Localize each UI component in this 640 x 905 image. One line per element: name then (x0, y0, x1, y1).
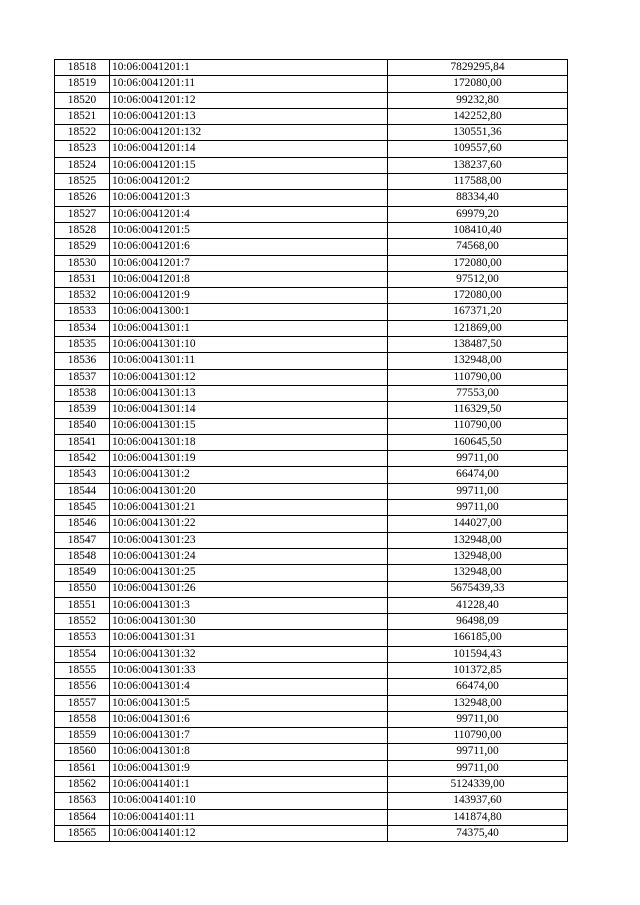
table-row (55, 190, 568, 206)
cadastral-number-cell: 10:06:0041301:4 (110, 679, 388, 695)
cadastral-value-cell: 117588,00 (388, 174, 568, 190)
cadastral-value-cell: 130551,36 (388, 125, 568, 141)
cadastral-number-cell: 10:06:0041201:6 (110, 239, 388, 255)
cadastral-value-cell: 108410,40 (388, 222, 568, 238)
cadastral-value-cell: 97512,00 (388, 271, 568, 287)
cadastral-value-cell: 116329,50 (388, 402, 568, 418)
cadastral-value-cell: 74568,00 (388, 239, 568, 255)
cadastral-value-cell: 121869,00 (388, 320, 568, 336)
row-number-cell: 18549 (55, 565, 110, 581)
cadastral-number-cell: 10:06:0041201:4 (110, 206, 388, 222)
cadastral-number-cell: 10:06:0041301:8 (110, 744, 388, 760)
row-number-cell: 18540 (55, 418, 110, 434)
row-number-cell: 18518 (55, 60, 110, 76)
row-number-cell: 18544 (55, 483, 110, 499)
cadastral-value-cell: 132948,00 (388, 548, 568, 564)
row-number-cell: 18534 (55, 320, 110, 336)
cadastral-number-cell: 10:06:0041301:15 (110, 418, 388, 434)
table-row (55, 288, 568, 304)
cadastral-number-cell: 10:06:0041201:14 (110, 141, 388, 157)
row-number-cell: 18526 (55, 190, 110, 206)
row-number-cell: 18523 (55, 141, 110, 157)
row-number-cell: 18525 (55, 174, 110, 190)
row-number-cell: 18519 (55, 76, 110, 92)
cadastral-value-cell: 99232,80 (388, 92, 568, 108)
row-number-cell: 18557 (55, 695, 110, 711)
cadastral-value-cell: 101372,85 (388, 662, 568, 678)
table-row (55, 239, 568, 255)
cadastral-number-cell: 10:06:0041301:7 (110, 728, 388, 744)
cadastral-number-cell: 10:06:0041301:30 (110, 614, 388, 630)
cadastral-value-cell: 141874,80 (388, 809, 568, 825)
cadastral-value-cell: 110790,00 (388, 369, 568, 385)
cadastral-number-cell: 10:06:0041301:5 (110, 695, 388, 711)
cadastral-value-cell: 5675439,33 (388, 581, 568, 597)
row-number-cell: 18562 (55, 777, 110, 793)
table-row (55, 744, 568, 760)
table-row (55, 516, 568, 532)
cadastral-value-cell: 74375,40 (388, 825, 568, 841)
cadastral-number-cell: 10:06:0041301:23 (110, 532, 388, 548)
table-row (55, 662, 568, 678)
row-number-cell: 18537 (55, 369, 110, 385)
cadastral-number-cell: 10:06:0041301:9 (110, 760, 388, 776)
cadastral-number-cell: 10:06:0041301:19 (110, 451, 388, 467)
table-row (55, 565, 568, 581)
cadastral-value-cell: 66474,00 (388, 467, 568, 483)
cadastral-number-cell: 10:06:0041301:10 (110, 337, 388, 353)
cadastral-number-cell: 10:06:0041301:25 (110, 565, 388, 581)
table-row (55, 418, 568, 434)
cadastral-number-cell: 10:06:0041201:132 (110, 125, 388, 141)
table-row (55, 434, 568, 450)
row-number-cell: 18563 (55, 793, 110, 809)
row-number-cell: 18530 (55, 255, 110, 271)
row-number-cell: 18546 (55, 516, 110, 532)
cadastral-value-cell: 5124339,00 (388, 777, 568, 793)
cadastral-value-cell: 110790,00 (388, 728, 568, 744)
row-number-cell: 18527 (55, 206, 110, 222)
cadastral-value-cell: 99711,00 (388, 483, 568, 499)
row-number-cell: 18541 (55, 434, 110, 450)
cadastral-number-cell: 10:06:0041301:1 (110, 320, 388, 336)
cadastral-number-cell: 10:06:0041301:2 (110, 467, 388, 483)
row-number-cell: 18547 (55, 532, 110, 548)
cadastral-value-cell: 132948,00 (388, 565, 568, 581)
cadastral-number-cell: 10:06:0041201:11 (110, 76, 388, 92)
cadastral-value-cell: 172080,00 (388, 76, 568, 92)
table-row (55, 548, 568, 564)
cadastral-number-cell: 10:06:0041301:31 (110, 630, 388, 646)
cadastral-value-cell: 132948,00 (388, 695, 568, 711)
cadastral-number-cell: 10:06:0041301:22 (110, 516, 388, 532)
cadastral-value-cell: 66474,00 (388, 679, 568, 695)
cadastral-number-cell: 10:06:0041301:13 (110, 385, 388, 401)
cadastral-value-cell: 132948,00 (388, 532, 568, 548)
cadastral-value-cell: 109557,60 (388, 141, 568, 157)
cadastral-number-cell: 10:06:0041301:3 (110, 597, 388, 613)
row-number-cell: 18539 (55, 402, 110, 418)
row-number-cell: 18559 (55, 728, 110, 744)
cadastral-value-cell: 144027,00 (388, 516, 568, 532)
row-number-cell: 18552 (55, 614, 110, 630)
table-row (55, 777, 568, 793)
cadastral-number-cell: 10:06:0041201:5 (110, 222, 388, 238)
row-number-cell: 18545 (55, 500, 110, 516)
cadastral-value-cell: 172080,00 (388, 255, 568, 271)
cadastral-value-cell: 99711,00 (388, 451, 568, 467)
cadastral-value-cell: 160645,50 (388, 434, 568, 450)
row-number-cell: 18565 (55, 825, 110, 841)
cadastral-number-cell: 10:06:0041201:2 (110, 174, 388, 190)
row-number-cell: 18520 (55, 92, 110, 108)
cadastral-number-cell: 10:06:0041301:32 (110, 646, 388, 662)
row-number-cell: 18521 (55, 108, 110, 124)
table-row (55, 809, 568, 825)
cadastral-value-cell: 99711,00 (388, 500, 568, 516)
cadastral-number-cell: 10:06:0041201:13 (110, 108, 388, 124)
cadastral-number-cell: 10:06:0041201:7 (110, 255, 388, 271)
cadastral-value-cell: 110790,00 (388, 418, 568, 434)
table-row (55, 630, 568, 646)
cadastral-number-cell: 10:06:0041301:18 (110, 434, 388, 450)
table-row (55, 206, 568, 222)
cadastral-value-cell: 172080,00 (388, 288, 568, 304)
cadastral-number-cell: 10:06:0041301:21 (110, 500, 388, 516)
table-row (55, 60, 568, 76)
cadastral-number-cell: 10:06:0041201:8 (110, 271, 388, 287)
row-number-cell: 18531 (55, 271, 110, 287)
cadastral-number-cell: 10:06:0041401:10 (110, 793, 388, 809)
table-row (55, 304, 568, 320)
table-row (55, 597, 568, 613)
table-row (55, 271, 568, 287)
table-row (55, 92, 568, 108)
row-number-cell: 18556 (55, 679, 110, 695)
cadastral-value-cell: 142252,80 (388, 108, 568, 124)
table-row (55, 141, 568, 157)
cadastral-number-cell: 10:06:0041201:9 (110, 288, 388, 304)
row-number-cell: 18532 (55, 288, 110, 304)
table-row (55, 483, 568, 499)
cadastral-number-cell: 10:06:0041301:12 (110, 369, 388, 385)
row-number-cell: 18524 (55, 157, 110, 173)
cadastral-value-cell: 88334,40 (388, 190, 568, 206)
cadastral-number-cell: 10:06:0041301:26 (110, 581, 388, 597)
row-number-cell: 18536 (55, 353, 110, 369)
cadastral-number-cell: 10:06:0041300:1 (110, 304, 388, 320)
table-row (55, 581, 568, 597)
cadastral-value-cell: 41228,40 (388, 597, 568, 613)
row-number-cell: 18551 (55, 597, 110, 613)
table-row (55, 711, 568, 727)
row-number-cell: 18558 (55, 711, 110, 727)
table-row (55, 385, 568, 401)
row-number-cell: 18538 (55, 385, 110, 401)
cadastral-number-cell: 10:06:0041301:14 (110, 402, 388, 418)
cadastral-number-cell: 10:06:0041201:15 (110, 157, 388, 173)
cadastral-number-cell: 10:06:0041401:1 (110, 777, 388, 793)
table-row (55, 532, 568, 548)
row-number-cell: 18529 (55, 239, 110, 255)
row-number-cell: 18533 (55, 304, 110, 320)
row-number-cell: 18528 (55, 222, 110, 238)
row-number-cell: 18555 (55, 662, 110, 678)
table-row (55, 320, 568, 336)
cadastral-value-cell: 138237,60 (388, 157, 568, 173)
row-number-cell: 18553 (55, 630, 110, 646)
cadastral-number-cell: 10:06:0041201:3 (110, 190, 388, 206)
table-row (55, 353, 568, 369)
cadastral-value-cell: 99711,00 (388, 711, 568, 727)
cadastral-value-cell: 99711,00 (388, 760, 568, 776)
table-row (55, 222, 568, 238)
row-number-cell: 18560 (55, 744, 110, 760)
table-row (55, 825, 568, 841)
table-row (55, 125, 568, 141)
cadastral-number-cell: 10:06:0041301:11 (110, 353, 388, 369)
table-row (55, 760, 568, 776)
row-number-cell: 18554 (55, 646, 110, 662)
cadastral-number-cell: 10:06:0041301:6 (110, 711, 388, 727)
table-row (55, 467, 568, 483)
table-row (55, 451, 568, 467)
table-row (55, 174, 568, 190)
cadastral-number-cell: 10:06:0041201:12 (110, 92, 388, 108)
cadastral-number-cell: 10:06:0041301:33 (110, 662, 388, 678)
table-row (55, 108, 568, 124)
cadastral-number-cell: 10:06:0041301:24 (110, 548, 388, 564)
cadastral-value-cell: 101594,43 (388, 646, 568, 662)
cadastral-value-cell: 7829295,84 (388, 60, 568, 76)
cadastral-value-cell: 69979,20 (388, 206, 568, 222)
table-row (55, 76, 568, 92)
table-row (55, 337, 568, 353)
cadastral-value-cell: 167371,20 (388, 304, 568, 320)
row-number-cell: 18522 (55, 125, 110, 141)
row-number-cell: 18564 (55, 809, 110, 825)
row-number-cell: 18550 (55, 581, 110, 597)
cadastral-value-cell: 132948,00 (388, 353, 568, 369)
table-row (55, 646, 568, 662)
row-number-cell: 18535 (55, 337, 110, 353)
table-row (55, 157, 568, 173)
table-row (55, 500, 568, 516)
cadastral-value-table (54, 59, 568, 842)
cadastral-number-cell: 10:06:0041301:20 (110, 483, 388, 499)
table-body (55, 60, 568, 842)
cadastral-value-cell: 99711,00 (388, 744, 568, 760)
table-row (55, 793, 568, 809)
cadastral-value-cell: 96498,09 (388, 614, 568, 630)
row-number-cell: 18542 (55, 451, 110, 467)
cadastral-number-cell: 10:06:0041401:11 (110, 809, 388, 825)
cadastral-value-cell: 143937,60 (388, 793, 568, 809)
table-row (55, 728, 568, 744)
cadastral-value-cell: 77553,00 (388, 385, 568, 401)
row-number-cell: 18561 (55, 760, 110, 776)
cadastral-number-cell: 10:06:0041201:1 (110, 60, 388, 76)
row-number-cell: 18543 (55, 467, 110, 483)
table-row (55, 695, 568, 711)
cadastral-value-cell: 166185,00 (388, 630, 568, 646)
table-row (55, 679, 568, 695)
table-row (55, 614, 568, 630)
table-row (55, 255, 568, 271)
table-row (55, 369, 568, 385)
cadastral-value-cell: 138487,50 (388, 337, 568, 353)
row-number-cell: 18548 (55, 548, 110, 564)
table-row (55, 402, 568, 418)
cadastral-number-cell: 10:06:0041401:12 (110, 825, 388, 841)
